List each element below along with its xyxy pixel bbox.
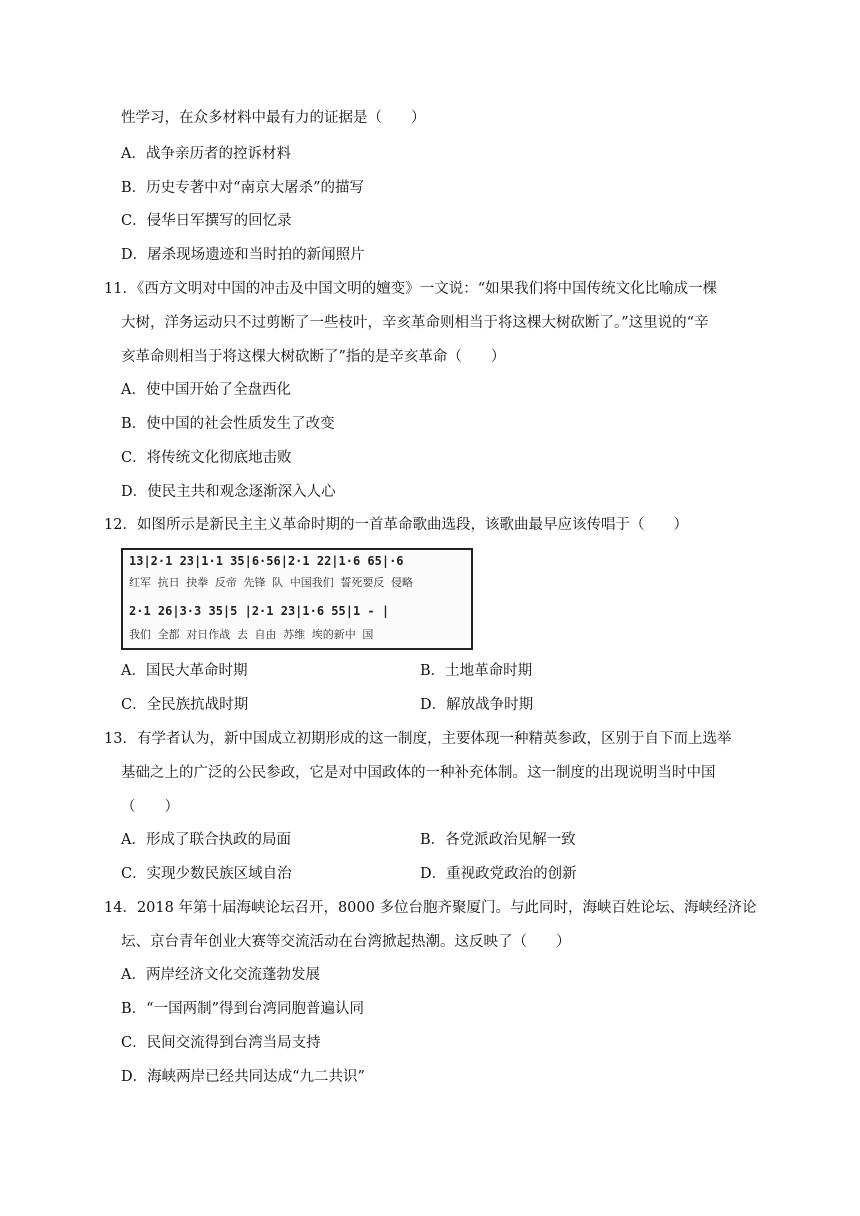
- score-notes-row-1: 13|2·1 23|1·1 35|6·56|2·1 22|1·6 65|·6: [129, 554, 404, 568]
- q14-option-b: B．“一国两制”得到台湾同胞普遍认同: [121, 1001, 364, 1017]
- q10-stem-tail: 性学习，在众多材料中最有力的证据是（ ）: [121, 110, 426, 126]
- q13-option-c: C．实现少数民族区域自治: [121, 866, 292, 882]
- q11-stem-line-2: 大树，洋务运动只不过剪断了一些枝叶，辛亥革命则相当于将这棵大树砍断了。”这里说的“辛: [121, 315, 709, 331]
- q11-option-a: A．使中国开始了全盘西化: [121, 382, 291, 398]
- q13-stem-line-3: （ ）: [121, 799, 179, 815]
- q14-option-d: D．海峡两岸已经共同达成“九二共识”: [121, 1069, 365, 1085]
- q11-option-b: B．使中国的社会性质发生了改变: [121, 416, 335, 432]
- q13-option-a: A．形成了联合执政的局面: [121, 832, 291, 848]
- q11-stem-line-1: 11．《西方文明对中国的冲击及中国文明的嬗变》一文说：“如果我们将中国传统文化比喻成一棵: [104, 281, 718, 297]
- q11-stem-line-3: 亥革命则相当于将这棵大树砍断了”指的是辛亥革命（ ）: [121, 349, 506, 365]
- q13-option-d: D．重视政党政治的创新: [420, 866, 577, 882]
- song-score-figure: [121, 548, 473, 650]
- q12-option-a: A．国民大革命时期: [121, 663, 248, 679]
- score-lyrics-row-1: 红军 抗日 抉拳 反帝 先锋 队 中国我们 誓死要反 侵略: [129, 576, 413, 589]
- q14-stem-line-1: 14．2018 年第十届海峡论坛召开，8000 多位台胞齐聚厦门。与此同时，海峡百姓论坛、海峡经济论: [104, 900, 757, 916]
- q12-option-b: B．土地革命时期: [420, 663, 533, 679]
- q11-option-d: D．使民主共和观念逐渐深入人心: [121, 484, 336, 500]
- q10-option-b: B．历史专著中对“南京大屠杀”的描写: [121, 180, 364, 196]
- q10-option-a: A．战争亲历者的控诉材料: [121, 146, 291, 162]
- score-lyrics-row-2: 我们 全都 对日作战 去 自由 苏维 埃的新中 国: [129, 628, 374, 641]
- q12-option-d: D．解放战争时期: [420, 697, 534, 713]
- q10-option-d: D．屠杀现场遗迹和当时拍的新闻照片: [121, 247, 365, 263]
- q13-option-b: B．各党派政治见解一致: [420, 832, 576, 848]
- q14-stem-line-2: 坛、京台青年创业大赛等交流活动在台湾掀起热潮。这反映了（ ）: [121, 934, 571, 950]
- q14-option-c: C．民间交流得到台湾当局支持: [121, 1035, 321, 1051]
- q10-option-c: C．侵华日军撰写的回忆录: [121, 213, 292, 229]
- q13-stem-line-2: 基础之上的广泛的公民参政，它是对中国政体的一种补充体制。这一制度的出现说明当时中国: [121, 765, 716, 781]
- q14-option-a: A．两岸经济文化交流蓬勃发展: [121, 967, 320, 983]
- q12-option-c: C．全民族抗战时期: [121, 697, 249, 713]
- q12-stem: 12．如图所示是新民主主义革命时期的一首革命歌曲选段，该歌曲最早应该传唱于（ ）: [104, 517, 688, 533]
- q11-option-c: C．将传统文化彻底地击败: [121, 450, 292, 466]
- q13-stem-line-1: 13．有学者认为，新中国成立初期形成的这一制度，主要体现一种精英参政，区别于自下而上选举: [104, 731, 732, 747]
- score-notes-row-2: 2·1 26|3·3 35|5 |2·1 23|1·6 55|1 - |: [129, 604, 390, 618]
